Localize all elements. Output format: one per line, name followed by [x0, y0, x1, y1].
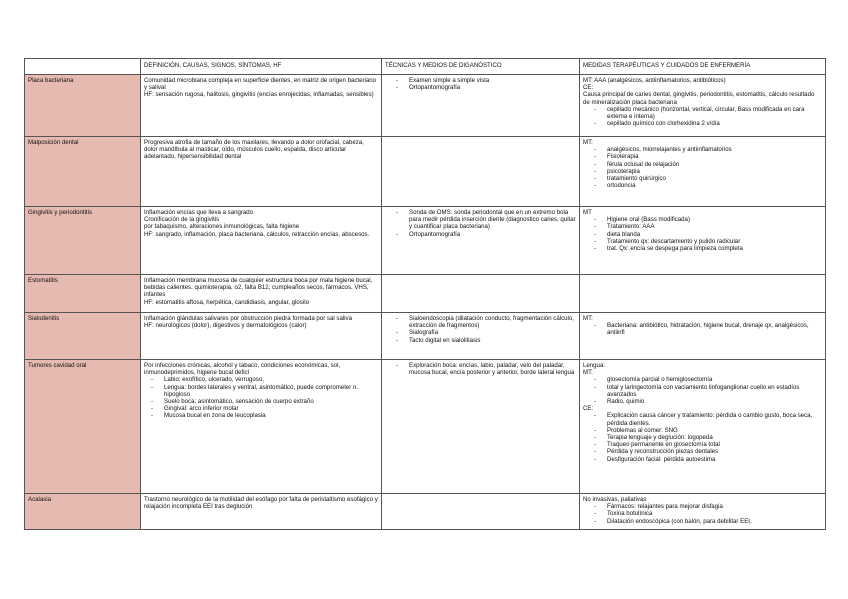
treatment-cell [580, 137, 826, 207]
definition-cell [141, 137, 382, 207]
bullet-list [385, 77, 576, 91]
bullet-list [385, 362, 576, 376]
cell-text: Inflamación membrana mucosa de cualquier estructura boca por mala higiene bucal, bebidas calientes, quimioterapia, o2, falta B12, cumpleaños secos, fármacos, VHS, infantes [144, 277, 373, 299]
bullet-list [583, 376, 822, 405]
list-item: - Desfiguración facial: pérdida autoestima [607, 456, 822, 463]
cell-text: MT: [583, 369, 593, 377]
cell-text: HF: neurológicos (dolor), digestivos y dermatológicos (calor) [144, 322, 307, 330]
table-row [25, 275, 826, 313]
cell-text: Lengua: [583, 362, 606, 369]
cell-text: por tabaquismo, alteraciones inmunológicas, falta higiene [144, 223, 300, 231]
cell-text: Inflamación encías que lleva a sangrado [144, 209, 254, 216]
definition-cell [141, 207, 382, 275]
table-row [25, 494, 826, 530]
list-item: - Dilatación endoscópica (con balón, para debilitar EEI, [607, 518, 822, 525]
header-corner-cell [25, 59, 141, 75]
notes-table [24, 58, 826, 530]
cell-text: MT: [583, 315, 593, 322]
list-item: - Fisioterapia [607, 153, 822, 160]
bullet-list [385, 315, 576, 344]
list-item: - Gingival: arco inferior molar [164, 405, 378, 412]
diagnosis-cell [382, 313, 580, 360]
list-item: - Ortopantomografía [409, 84, 576, 91]
row-heading: Estomatitis [25, 275, 141, 313]
bullet-list [583, 412, 822, 462]
list-item: - Suelo boca: asintomático, sensación de cuerpo extraño [164, 398, 378, 405]
table-row [25, 360, 826, 494]
cell-text: CE: [583, 405, 594, 413]
cell-text: MT [583, 209, 592, 216]
diagnosis-cell [382, 360, 580, 494]
list-item: - Explicación causa cáncer y tratamiento: pérdida o cambio gusto, boca seca, pérdida dientes. [607, 412, 822, 426]
cell-text: Comunidad microbiana compleja en superficie dientes, en matriz de origen bacteriano y salival [144, 77, 377, 92]
list-item: - Fármacos: relajantes para mejorar disfagia [607, 503, 822, 510]
treatment-cell [580, 275, 826, 313]
definition-cell [141, 494, 382, 530]
list-item: - tratamiento quirúrgico [607, 175, 822, 182]
list-item: - Tratamiento: AAA [607, 223, 822, 230]
cell-text: Trastorno neurológico de la motilidad del esófago por falta de peristaltismo esofágico y relajación incompleta EEI tras deglución [144, 496, 378, 511]
cell-text: MT: AAA (analgésicos, antiinflamatorios, antibióticos) [583, 77, 726, 84]
list-item: - Sonda de OMS: sonda periodontal que en un extremo bola para medir pérdida inserción diente (diagnostico caries, quitar y cuantificar placa bacteriana) [409, 209, 576, 231]
bullet-list [583, 216, 822, 252]
treatment-cell [580, 75, 826, 137]
cell-text: MT: [583, 139, 593, 146]
list-item: - Problemas al comer: SNG [607, 427, 822, 434]
diagnosis-cell [382, 207, 580, 275]
list-item: - Ortopantomografía [409, 231, 576, 238]
list-item: - dieta blanda [607, 231, 822, 238]
list-item: - total y laringectomía con vaciamiento linfoganglionar cuello en estadíos avanzados [607, 384, 822, 398]
bullet-list [583, 146, 822, 189]
list-item: - Terapia lenguaje y deglución: logopeda [607, 434, 822, 441]
definition-cell [141, 313, 382, 360]
list-item: - trat. Qx: encía se despega para limpieza completa [607, 245, 822, 252]
row-heading: Gingivitis y periodontitis [25, 207, 141, 275]
list-item: - Radio, quimio [607, 398, 822, 405]
table-row [25, 207, 826, 275]
list-item: - Lengua: bordes laterales y ventral, asintomático, puede comprometer n. hipogloso [164, 384, 378, 398]
list-item: - Tacto digital en sialolitiasis [409, 337, 576, 344]
cell-text: CE: [583, 84, 594, 92]
row-heading: Placa bacteriana [25, 75, 141, 137]
list-item: - Sialoendoscopia (dilatación conducto, fragmentación cálculo, extracción de fragmentos) [409, 315, 576, 329]
header-treatment: MEDIDAS TERAPÉUTICAS Y CUIDADOS DE ENFERMERÍA [580, 59, 826, 75]
list-item: - cepillado mecánico (horizontal, vertical, circular, Bass modificada en cara externa e interna) [607, 106, 822, 120]
cell-text: HF: sensación rugosa, halitosis, gingivitis (encías enrojecidas, inflamadas, sensibles) [144, 91, 374, 99]
list-item: - Examen simple a simple vista [409, 77, 576, 84]
list-item: - ortodoncia [607, 182, 822, 189]
cell-text: Inflamación glándulas salivares por obstrucción piedra formada por sal saliva [144, 315, 352, 322]
cell-text: Por infecciones crónicas, alcohol y tabaco, condiciones económicas, sol, inmunodeprimidos, higiene bucal deficí [144, 362, 341, 377]
row-heading: Malposición dental [25, 137, 141, 207]
list-item: - Mucosa bucal en zona de leucoplasia [164, 412, 378, 419]
header-row [25, 59, 826, 75]
header-definition: DEFINICIÓN, CAUSAS, SIGNOS, SÍNTOMAS, HF [141, 59, 382, 75]
list-item: - Exploración boca: encías, labio, paladar, velo del paladar, mucosa bucal, encía posterior y anterior, borde lateral lengua [409, 362, 576, 376]
cell-text: HF: estomatitis aftosa, herpética, candidiasis, angular, glosilo [144, 298, 309, 306]
row-heading: Acalasia [25, 494, 141, 530]
list-item: - Pérdida y reconstrucción piezas dentales [607, 448, 822, 455]
table-row [25, 137, 826, 207]
header-diagnosis: TÉCNICAS Y MEDIOS DE DIGANÓSTICO [382, 59, 580, 75]
row-heading: Tumores cavidad oral [25, 360, 141, 494]
list-item: - analgésicos, miorrelajantes y antiinflamatorios [607, 146, 822, 153]
list-item: - Labio: exofítico, ulcerado, verrugoso, [164, 376, 378, 383]
table-row [25, 313, 826, 360]
list-item: - férula oclusal de relajación [607, 161, 822, 168]
list-item: - Sialografía [409, 329, 576, 336]
diagnosis-cell [382, 75, 580, 137]
definition-cell [141, 275, 382, 313]
row-heading: Sialodenitis [25, 313, 141, 360]
list-item: - Higiene oral (Bass modificada) [607, 216, 822, 223]
treatment-cell [580, 360, 826, 494]
bullet-list [385, 209, 576, 238]
bullet-list [583, 322, 822, 336]
definition-cell [141, 75, 382, 137]
table-row [25, 75, 826, 137]
diagnosis-cell [382, 494, 580, 530]
cell-text: No invasivas, paliativas [583, 496, 647, 503]
table-body [25, 75, 826, 530]
bullet-list [583, 503, 822, 525]
list-item: - Toxina botulínica [607, 510, 822, 517]
cell-text: Progresiva atrofia de tamaño de los maxilares, llevando a dolor orofacial, cabeza, dolor mandíbula al masticar, oído, músculos cuello, espalda, disco articular adelantado, hipersensibilidad dental [144, 139, 364, 161]
bullet-list [583, 106, 822, 128]
list-item: - glosectomía parcial o hemiglosectomía [607, 376, 822, 383]
list-item: - Bacteriana: antibiótico, hidratación, higiene bucal, drenaje qx, analgésicos, antiinfl [607, 322, 822, 336]
list-item: - Traqueo permanente en glosectomía total [607, 441, 822, 448]
bullet-list [144, 376, 378, 419]
diagnosis-cell [382, 137, 580, 207]
list-item: - psicoterapia [607, 168, 822, 175]
treatment-cell [580, 494, 826, 530]
diagnosis-cell [382, 275, 580, 313]
treatment-cell [580, 207, 826, 275]
list-item: - Tratamiento qx: descartamiento y pulido radicular [607, 238, 822, 245]
cell-text: Causa principal de caries dental, gingivitis, periodontitis, estomatitis, cálculo resultado de mineralización placa bacteriana [583, 91, 815, 106]
treatment-cell [580, 313, 826, 360]
cell-text: HF: sangrado, inflamación, placa bacteriana, cálculos, retracción encías, abscesos. [144, 230, 370, 238]
list-item: - cepillado químico con clorhexidina 2 v/día [607, 120, 822, 127]
definition-cell [141, 360, 382, 494]
cell-text: Cronificación de la gingivitis [144, 216, 220, 224]
